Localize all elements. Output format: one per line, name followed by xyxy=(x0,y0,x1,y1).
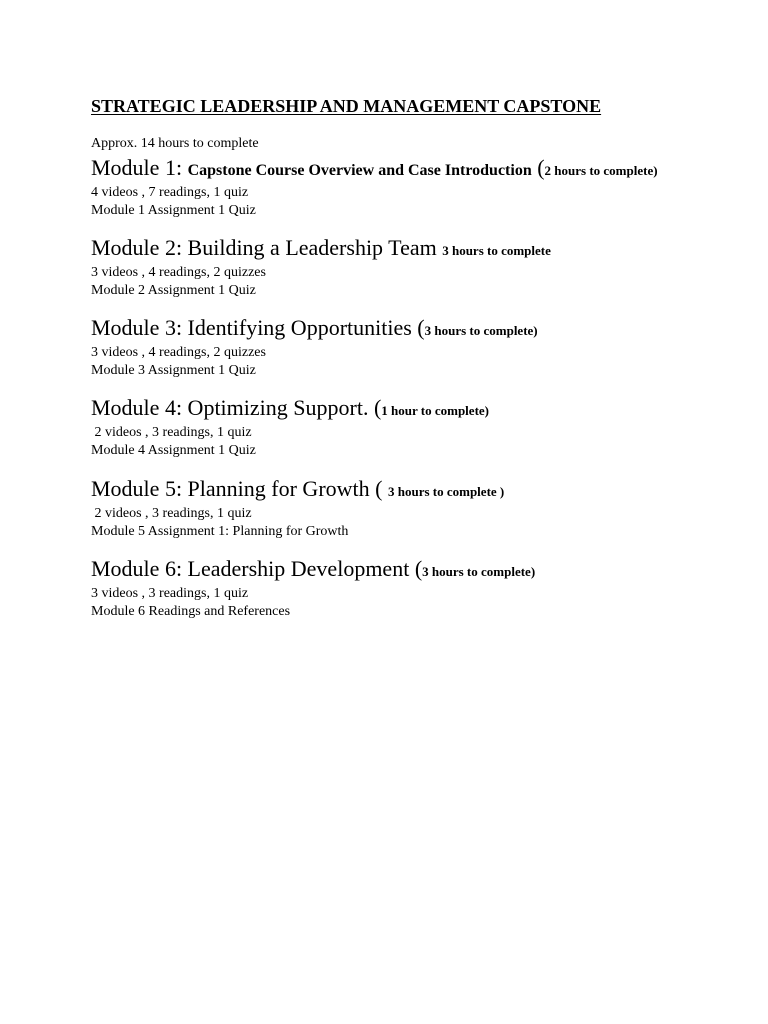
module-content-summary: 2 videos , 3 readings, 1 quiz xyxy=(91,506,252,521)
module-paren: ( xyxy=(531,155,545,180)
module-label: Module 2: Building a Leadership Team xyxy=(91,235,437,260)
module-paren: ( xyxy=(369,476,388,501)
module-paren: ( xyxy=(411,315,425,340)
module-paren: . ( xyxy=(362,395,382,420)
module-heading xyxy=(91,395,751,424)
module-label: Module 1: xyxy=(91,155,188,180)
module-name: Capstone Course Overview and Case Introduction xyxy=(187,162,532,179)
module-label: Module 4: Optimizing Support xyxy=(91,395,363,420)
module-assignment: Module 2 Assignment 1 Quiz xyxy=(91,283,256,298)
module-hours: 3 hours to complete) xyxy=(422,564,536,579)
module-section-5 xyxy=(91,476,751,541)
module-heading xyxy=(91,476,751,505)
module-assignment: Module 3 Assignment 1 Quiz xyxy=(91,363,256,378)
module-hours: 3 hours to complete ) xyxy=(387,484,505,499)
module-section-6 xyxy=(91,556,751,621)
module-content-summary: 2 videos , 3 readings, 1 quiz xyxy=(91,425,252,440)
module-label: Module 6: Leadership Development xyxy=(91,556,410,581)
module-hours: 2 hours to complete) xyxy=(544,163,658,178)
document-title: STRATEGIC LEADERSHIP AND MANAGEMENT CAPSTONE xyxy=(91,96,602,116)
module-heading xyxy=(91,235,751,264)
module-hours: 3 hours to complete xyxy=(442,243,551,258)
module-section-1 xyxy=(91,155,751,220)
module-section-2 xyxy=(91,235,751,300)
module-assignment: Module 1 Assignment 1 Quiz xyxy=(91,203,256,218)
module-assignment: Module 6 Readings and References xyxy=(91,604,291,619)
total-duration: Approx. 14 hours to complete xyxy=(91,136,259,151)
module-content-summary: 4 videos , 7 readings, 1 quiz xyxy=(91,185,249,200)
module-assignment: Module 4 Assignment 1 Quiz xyxy=(91,443,256,458)
module-assignment: Module 5 Assignment 1: Planning for Growth xyxy=(91,524,349,539)
module-heading xyxy=(91,155,751,184)
module-paren: ( xyxy=(409,556,423,581)
module-heading xyxy=(91,556,751,585)
module-label: Module 5: Planning for Growth xyxy=(91,476,370,501)
module-section-3 xyxy=(91,315,751,380)
module-content-summary: 3 videos , 3 readings, 1 quiz xyxy=(91,586,249,601)
module-heading xyxy=(91,315,751,344)
module-content-summary: 3 videos , 4 readings, 2 quizzes xyxy=(91,265,266,280)
module-hours: 3 hours to complete) xyxy=(424,323,538,338)
module-label: Module 3: Identifying Opportunities xyxy=(91,315,412,340)
module-content-summary: 3 videos , 4 readings, 2 quizzes xyxy=(91,345,266,360)
module-section-4 xyxy=(91,395,751,460)
module-hours: 1 hour to complete) xyxy=(381,403,489,418)
